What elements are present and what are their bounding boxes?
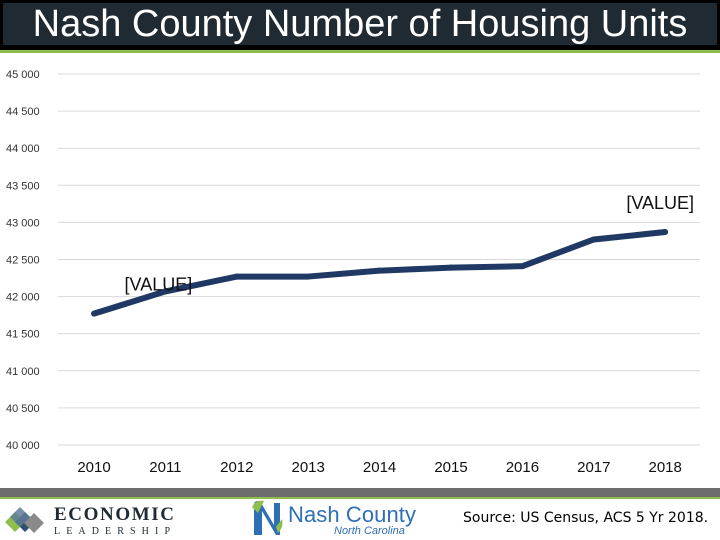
y-tick-label: 44 000 bbox=[6, 143, 40, 156]
x-tick-label: 2013 bbox=[291, 459, 325, 476]
data-label: [VALUE] bbox=[124, 274, 193, 295]
x-tick-label: 2016 bbox=[505, 459, 540, 476]
north-carolina-logo-text: North Carolina bbox=[334, 525, 405, 537]
x-tick-label: 2017 bbox=[577, 459, 611, 476]
footer-divider bbox=[0, 488, 720, 497]
y-tick-label: 40 000 bbox=[6, 440, 40, 452]
data-point bbox=[91, 311, 97, 317]
y-tick-label: 41 000 bbox=[6, 365, 40, 378]
x-tick-label: 2018 bbox=[648, 459, 682, 476]
data-point bbox=[234, 274, 240, 280]
y-tick-label: 45 000 bbox=[6, 69, 40, 81]
x-tick-label: 2015 bbox=[434, 459, 468, 476]
page-title: Nash County Number of Housing Units bbox=[3, 3, 717, 45]
x-tick-label: 2012 bbox=[220, 459, 254, 476]
y-tick-label: 43 500 bbox=[6, 180, 40, 193]
nash-county-mark-icon bbox=[252, 501, 283, 535]
y-tick-label: 40 500 bbox=[6, 402, 40, 415]
leadership-logo-text: LEADERSHIP bbox=[54, 526, 174, 537]
data-label: [VALUE] bbox=[626, 193, 695, 214]
data-point bbox=[591, 236, 597, 242]
x-tick-label: 2014 bbox=[362, 459, 397, 476]
data-point bbox=[519, 263, 525, 269]
nash-county-logo bbox=[250, 497, 420, 539]
data-point bbox=[305, 274, 311, 280]
data-point bbox=[448, 265, 454, 271]
y-tick-label: 43 000 bbox=[6, 217, 40, 230]
economic-logo-text: ECONOMIC bbox=[54, 504, 174, 525]
source-note: Source: US Census, ACS 5 Yr 2018. bbox=[463, 510, 709, 526]
economic-leadership-mark-icon bbox=[5, 507, 44, 533]
data-point bbox=[662, 229, 668, 235]
y-tick-label: 42 500 bbox=[6, 254, 40, 267]
x-tick-label: 2010 bbox=[77, 459, 111, 476]
data-point bbox=[377, 268, 383, 274]
y-tick-label: 44 500 bbox=[6, 106, 40, 119]
y-tick-label: 42 000 bbox=[6, 291, 40, 304]
economic-leadership-logo bbox=[2, 498, 192, 538]
x-tick-label: 2011 bbox=[149, 459, 182, 476]
nash-logo-text: Nash County bbox=[288, 502, 416, 527]
y-tick-label: 41 500 bbox=[6, 328, 40, 341]
